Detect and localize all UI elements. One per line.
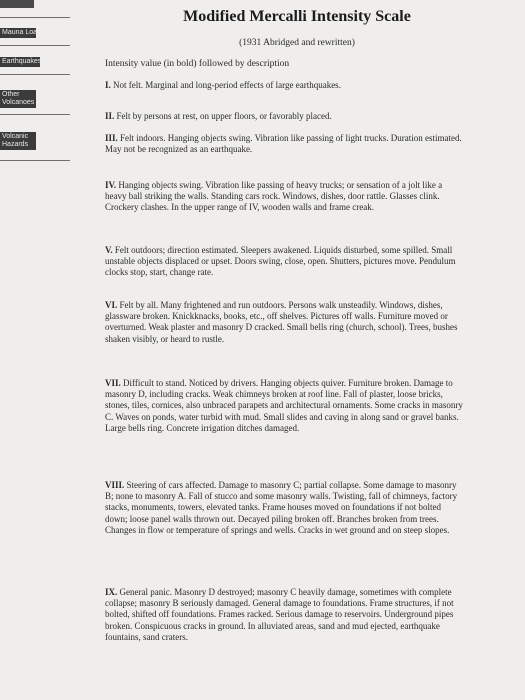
intensity-level-2: II. Felt by persons at rest, on upper floors, or favorably placed.	[105, 111, 332, 121]
divider	[0, 74, 70, 75]
sidebar-top-bar	[0, 0, 34, 8]
intensity-level-1: I. Not felt. Marginal and long-period effects of large earthquakes.	[105, 80, 341, 90]
intensity-level-3: III. Felt indoors. Hanging objects swing. Vibration like passing of light trucks. Duration estimated. May not be recognized as an earthquake.	[105, 133, 462, 155]
intensity-level-8: VIII. Steering of cars affected. Damage to masonry C; partial collapse. Some damage to masonry B; none to masonry A. Fall of stucco and some masonry walls. Twisting, fall of chimneys, factory stacks, monuments, towers, elevated tanks. Frame houses moved on foundations if not bolted down; loose panel walls thrown out. Decayed piling broken off. Branches broken from trees. Changes in flow or temperature of springs and wells. Cracks in wet ground and on steep slopes.	[105, 480, 458, 535]
page-title: Modified Mercalli Intensity Scale	[183, 8, 411, 25]
divider	[0, 17, 70, 18]
intensity-level-5: V. Felt outdoors; direction estimated. Sleepers awakened. Liquids disturbed, some spilled. Small unstable objects displaced or upset. Doors swing, close, open. Shutters, pictures move. Pendulum clocks stop, start, change rate.	[105, 245, 456, 278]
sidebar-item-volcanic-hazards[interactable]: Volcanic Hazards	[0, 132, 36, 150]
intensity-level-7: VII. Difficult to stand. Noticed by drivers. Hanging objects quiver. Furniture broken. Damage to masonry D, including cracks. Weak chimneys broken at roof line. Fall of plaster, loose bricks, stones, tiles, cornices, also unbraced parapets and architectural ornaments. Some cracks in masonry C. Waves on ponds, water turbid with mud. Small slides and caving in along sand or gravel banks. Large bells ring. Concrete irrigation ditches damaged.	[105, 378, 463, 433]
intensity-level-4: IV. Hanging objects swing. Vibration like passing of heavy trucks; or sensation of a jolt like a heavy ball striking the walls. Standing cars rock. Windows, dishes, door rattle. Glasses clink. Crockery clashes. In the upper range of IV, wooden walls and frame creak.	[105, 180, 443, 213]
intro-text: Intensity value (in bold) followed by description	[105, 59, 290, 69]
divider	[0, 160, 70, 161]
divider	[0, 45, 70, 46]
document-body	[77, 0, 517, 700]
intensity-level-9: IX. General panic. Masonry D destroyed; masonry C heavily damage, sometimes with complete collapse; masonry B seriously damaged. General damage to foundations. Frame structures, if not bolted, shifted off foundations. Frames racked. Serious damage to reservoirs. Underground pipes broken. Conspicuous cracks in ground. In alluviated areas, sand and mud ejected, earthquake fountains, sand craters.	[105, 587, 454, 642]
page-subtitle: (1931 Abridged and rewritten)	[239, 38, 355, 48]
intensity-level-6: VI. Felt by all. Many frightened and run outdoors. Persons walk unsteadily. Windows, dishes, glassware broken. Knickknacks, books, etc., off shelves. Pictures off walls. Furniture moved or overturned. Weak plaster and masonry D cracked. Small bells ring (church, school). Trees, bushes shaken visibly, or heard to rustle.	[105, 300, 458, 344]
divider	[0, 114, 70, 115]
sidebar-nav	[0, 0, 72, 700]
sidebar-item-mauna-loa[interactable]: Mauna Loa	[2, 29, 38, 36]
sidebar-item-other-volcanoes[interactable]: Other Volcanoes	[2, 91, 35, 106]
sidebar-item-earthquakes[interactable]: Earthquakes	[2, 58, 42, 65]
